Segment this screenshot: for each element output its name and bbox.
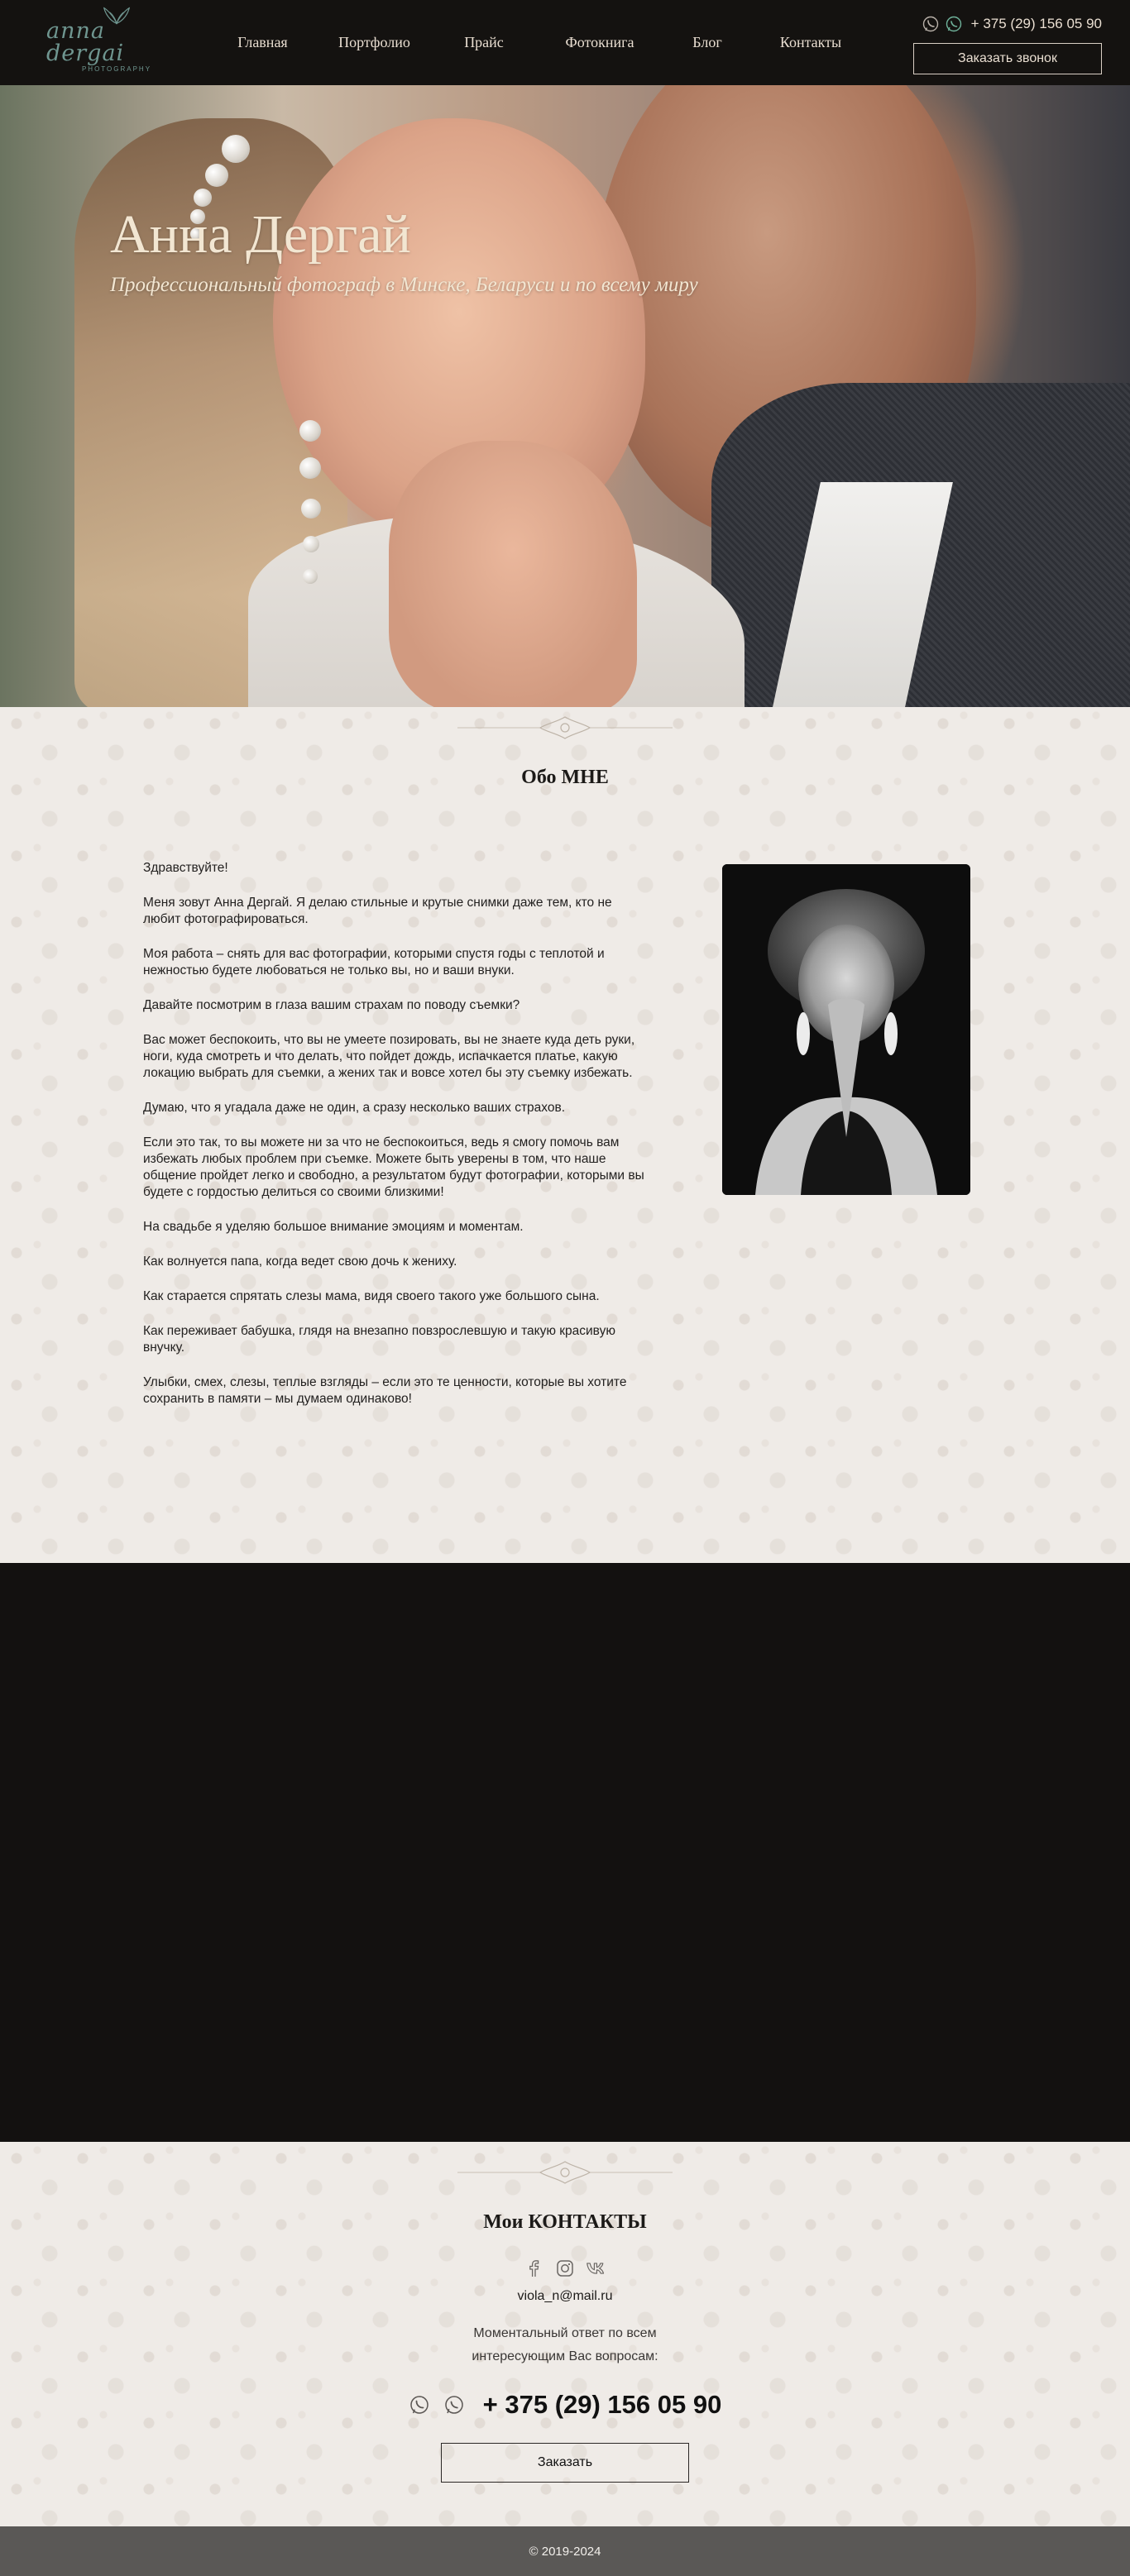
logo-subtitle: PHOTOGRAPHY [81,65,152,73]
site-header [0,0,1130,85]
hero-section [0,85,1130,707]
about-paragraph: Моя работа – снять для вас фотографии, которыми спустя годы с теплотой и нежностью будете любоваться не только вы, но и ваши внуки. [143,947,605,977]
whatsapp-icon[interactable] [945,15,963,33]
site-footer [0,2526,1130,2576]
nav-item-contacts[interactable]: Контакты [779,34,842,50]
about-paragraph: Здравствуйте! [143,861,228,875]
copyright: © 2019-2024 [529,2544,601,2559]
portrait-photo [722,864,970,1195]
reply-note: Моментальный ответ по всем интересующим Вас вопросам: [472,2326,658,2363]
nav-item-blog[interactable]: Блог [692,34,722,50]
facebook-icon[interactable] [523,2258,544,2279]
whatsapp-icon[interactable] [443,2394,465,2416]
about-text [143,860,648,1426]
hero-subtitle: Профессиональный фотограф в Минске, Беларуси и по всему миру [110,273,698,296]
hero-text [110,205,698,297]
header-contact [913,12,1102,74]
contact-phone-row [0,2390,1130,2420]
nav-item-photobook[interactable]: Фотокнига [565,34,634,50]
contacts-title: Мои КОНТАКТЫ [483,2211,647,2233]
about-paragraph: Улыбки, смех, слезы, теплые взгляды – если это те ценности, которые вы хотите сохранить в памяти – мы думаем одинаково! [143,1375,627,1406]
instagram-icon[interactable] [554,2258,576,2279]
ornament-divider-icon [457,2160,673,2185]
nav-item-price[interactable]: Прайс [464,34,504,50]
about-paragraph: Как старается спрятать слезы мама, видя своего такого уже большого сына. [143,1289,600,1303]
about-paragraph: Как переживает бабушка, глядя на внезапно повзрослевшую и такую красивую внучку. [143,1324,615,1355]
vk-icon[interactable] [586,2258,607,2279]
about-section [0,707,1130,1563]
about-title: Обо МНЕ [521,767,609,788]
ornament-divider-icon [457,715,673,740]
contact-phone[interactable]: + 375 (29) 156 05 90 [482,2390,722,2419]
viber-icon[interactable] [922,15,940,33]
hero-title: Анна Дергай [110,204,411,265]
about-paragraph: Вас может беспокоить, что вы не умеете позировать, вы не знаете куда деть руки, ноги, куда смотреть и что делать, что пойдет дождь, испачкается платье, какую локацию выбрать для съемки, а жених так и вовсе хотел бы эту съемку избежать. [143,1033,635,1080]
logo[interactable] [46,7,187,73]
about-paragraph: Как волнуется папа, когда ведет свою дочь к жениху. [143,1255,457,1269]
about-paragraph: На свадьбе я уделяю большое внимание эмоциям и моментам. [143,1220,524,1234]
contact-email[interactable]: viola_n@mail.ru [517,2289,613,2303]
nav-item-portfolio[interactable]: Портфолио [338,34,410,50]
about-paragraph: Думаю, что я угадала даже не один, а сразу несколько ваших страхов. [143,1101,566,1115]
order-button[interactable]: Заказать [441,2443,689,2483]
about-paragraph: Если это так, то вы можете ни за что не беспокоиться, ведь я смогу помочь вам избежать любых проблем при съемке. Можете быть уверены в том, что наше общение пройдет легко и свободно, а результатом будут фотографии, которыми вы будете с гордостью делиться со своими близкими! [143,1135,644,1199]
logo-script: anna dergai [46,18,125,66]
header-phone[interactable]: + 375 (29) 156 05 90 [970,16,1102,31]
contacts-section [0,2142,1130,2526]
about-paragraph: Давайте посмотрим в глаза вашим страхам по поводу съемки? [143,998,520,1012]
about-paragraph: Меня зовут Анна Дергай. Я делаю стильные и крутые снимки даже тем, кто не любит фотографироваться. [143,896,612,926]
nav-item-home[interactable]: Главная [237,34,288,50]
social-links [0,2258,1130,2279]
header-phone-row [913,12,1102,36]
dark-video-block [0,1563,1130,2142]
viber-icon[interactable] [409,2394,430,2416]
callback-button[interactable]: Заказать звонок [913,43,1102,74]
main-nav [219,0,869,85]
